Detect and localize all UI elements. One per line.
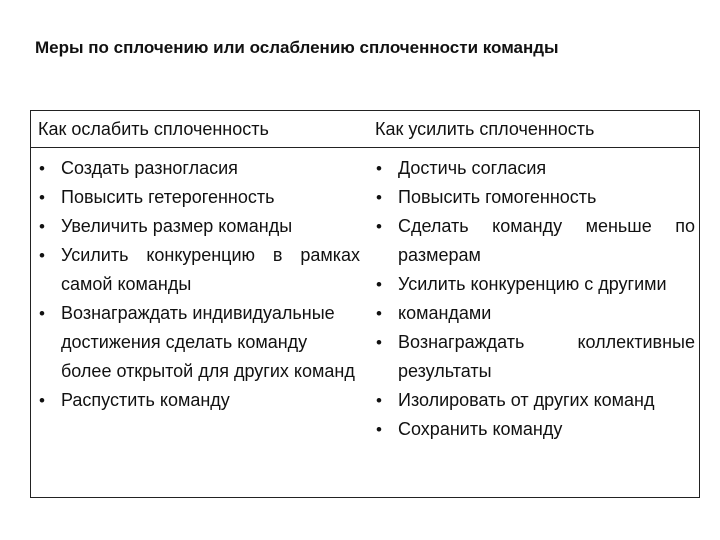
list-item: • Сохранить команду bbox=[375, 415, 695, 444]
comparison-table bbox=[30, 110, 700, 498]
bullet-dot-icon: • bbox=[376, 420, 382, 439]
bullet-dot-icon: • bbox=[39, 159, 45, 178]
list-item: • Создать разногласия bbox=[38, 154, 360, 183]
bullet-dot-icon: • bbox=[376, 391, 382, 410]
list-item: • Вознаграждать коллективные результаты bbox=[375, 328, 695, 386]
bullet-dot-icon: • bbox=[39, 246, 45, 265]
list-item: • Усилить конкуренцию в рамках самой команды bbox=[38, 241, 360, 299]
bullet-dot-icon: • bbox=[39, 188, 45, 207]
list-item: • Изолировать от других команд bbox=[375, 386, 695, 415]
bullet-dot-icon: • bbox=[376, 275, 382, 294]
strengthen-column bbox=[375, 111, 695, 497]
list-item: • Вознаграждать индивидуальные достижения сделать команду более открытой для других команд bbox=[38, 299, 360, 386]
weaken-column-header: Как ослабить сплоченность bbox=[38, 119, 269, 139]
list-item: • Повысить гетерогенность bbox=[38, 183, 360, 212]
bullet-dot-icon: • bbox=[39, 304, 45, 323]
bullet-dot-icon: • bbox=[376, 188, 382, 207]
bullet-dot-icon: • bbox=[376, 159, 382, 178]
list-item: • Достичь согласия bbox=[375, 154, 695, 183]
list-item: • Повысить гомогенность bbox=[375, 183, 695, 212]
bullet-dot-icon: • bbox=[376, 333, 382, 352]
list-item: • Сделать команду меньше по размерам bbox=[375, 212, 695, 270]
weaken-list bbox=[38, 154, 360, 415]
list-item: • Увеличить размер команды bbox=[38, 212, 360, 241]
strengthen-list bbox=[375, 154, 695, 444]
list-item: • командами bbox=[375, 299, 695, 328]
list-item: • Усилить конкуренцию с другими bbox=[375, 270, 695, 299]
bullet-dot-icon: • bbox=[39, 217, 45, 236]
page-title: Меры по сплочению или ослаблению сплоченности команды bbox=[35, 38, 559, 57]
bullet-dot-icon: • bbox=[376, 304, 382, 323]
weaken-column bbox=[38, 111, 360, 497]
strengthen-column-header: Как усилить сплоченность bbox=[375, 119, 595, 139]
bullet-dot-icon: • bbox=[39, 391, 45, 410]
list-item: • Распустить команду bbox=[38, 386, 360, 415]
bullet-dot-icon: • bbox=[376, 217, 382, 236]
